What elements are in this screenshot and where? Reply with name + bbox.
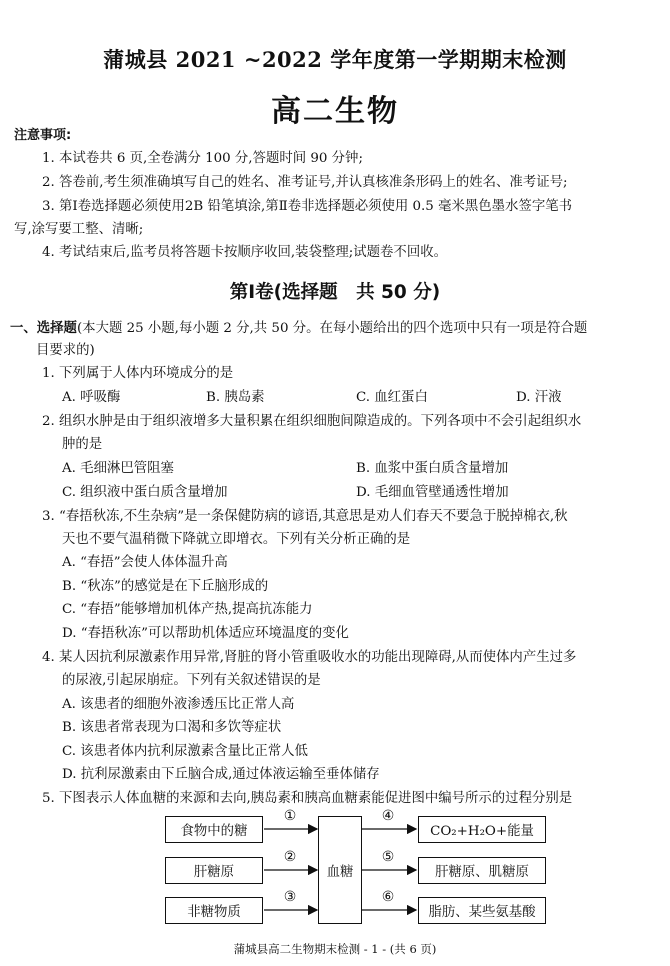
option-c: C. 组织液中蛋白质含量增加 (62, 485, 228, 500)
option-c: C. “春捂”能够增加机体产热,提高抗冻能力 (62, 602, 313, 617)
source-non-sugar: 非糖物质 (165, 897, 263, 924)
question-stem-cont: 天也不要气温稍微下降就立即增衣。下列有关分析正确的是 (62, 532, 411, 547)
option-b: B. 胰岛素 (206, 390, 265, 405)
label-2: ② (283, 849, 297, 865)
question-stem-cont: 的尿液,引起尿崩症。下列有关叙述错误的是 (62, 673, 321, 688)
center-blood-sugar: 血糖 (318, 816, 362, 924)
page-footer: 蒲城县高二生物期末检测 - 1 - (共 6 页) (233, 942, 437, 956)
option-a: A. “春捂”会使人体体温升高 (62, 555, 228, 570)
option-d: D. 抗利尿激素由下丘脑合成,通过体液运输至垂体储存 (62, 767, 380, 782)
notice-item: 2. 答卷前,考生须准确填写自己的姓名、准考证号,并认真核准条形码上的姓名、准考证号; (42, 175, 568, 190)
label-3: ③ (283, 889, 297, 905)
notice-item: 1. 本试卷共 6 页,全卷满分 100 分,答题时间 90 分钟; (42, 151, 363, 166)
option-a: A. 毛细淋巴管阻塞 (62, 461, 174, 476)
option-c: C. 该患者体内抗利尿激素含量比正常人低 (62, 744, 308, 759)
option-a: A. 呼吸酶 (62, 390, 121, 405)
question-stem: 4. 某人因抗利尿激素作用异常,肾脏的肾小管重吸收水的功能出现障碍,从而使体内产生过多 (42, 650, 577, 665)
option-d: D. 汗液 (516, 390, 562, 405)
question-stem: 1. 下列属于人体内环境成分的是 (42, 366, 234, 381)
question-stem: 3. “春捂秋冻,不生杂病”是一条保健防病的谚语,其意思是劝人们春天不要急于脱掉棉衣,秋 (42, 509, 568, 524)
option-d: D. “春捂秋冻”可以帮助机体适应环境温度的变化 (62, 626, 349, 641)
dest-fat-aminoacid: 脂肪、某些氨基酸 (418, 897, 546, 924)
blood-sugar-diagram (0, 806, 670, 936)
notice-heading: 注意事项: (14, 128, 72, 143)
dest-glycogen: 肝糖原、肌糖原 (418, 857, 546, 884)
option-b: B. “秋冻”的感觉是在下丘脑形成的 (62, 579, 269, 594)
source-food-sugar: 食物中的糖 (165, 816, 263, 843)
option-b: B. 血浆中蛋白质含量增加 (356, 461, 509, 476)
question-stem-cont: 肿的是 (62, 437, 103, 452)
label-1: ① (283, 808, 297, 824)
label-4: ④ (381, 808, 395, 824)
section-heading: 第Ⅰ卷(选择题 共 50 分) (229, 282, 441, 303)
notice-item: 3. 第Ⅰ卷选择题必须使用2B 铅笔填涂,第Ⅱ卷非选择题必须使用 0.5 毫米黑色墨水签字笔书 (42, 199, 572, 214)
exam-title: 蒲城县 2021 ~2022 学年度第一学期期末检测 (103, 47, 567, 72)
option-d: D. 毛细血管壁通透性增加 (356, 485, 509, 500)
question-stem: 5. 下图表示人体血糖的来源和去向,胰岛素和胰高血糖素能促进图中编号所示的过程分别是 (42, 791, 573, 806)
question-stem: 2. 组织水肿是由于组织液增多大量积累在组织细胞间隙造成的。下列各项中不会引起组织水 (42, 414, 582, 429)
label-5: ⑤ (381, 849, 395, 865)
label-6: ⑥ (381, 889, 395, 905)
option-b: B. 该患者常表现为口渴和多饮等症状 (62, 720, 282, 735)
subject-title: 高二生物 (271, 94, 399, 129)
option-a: A. 该患者的细胞外液渗透压比正常人高 (62, 697, 295, 712)
notice-item: 4. 考试结束后,监考员将答题卡按顺序收回,装袋整理;试题卷不回收。 (42, 245, 447, 260)
dest-energy: CO₂+H₂O+能量 (418, 816, 546, 843)
section-intro (10, 318, 587, 339)
option-c: C. 血红蛋白 (356, 390, 428, 405)
notice-item: 写,涂写要工整、清晰; (14, 222, 144, 237)
section-intro-cont: 目要求的) (36, 343, 95, 358)
source-liver-glycogen: 肝糖原 (165, 857, 263, 884)
section-intro-text: (本大题 25 小题,每小题 2 分,共 50 分。在每小题给出的四个选项中只有一项是符合题 (76, 321, 588, 336)
section-intro-label: 一、选择题 (10, 320, 77, 336)
